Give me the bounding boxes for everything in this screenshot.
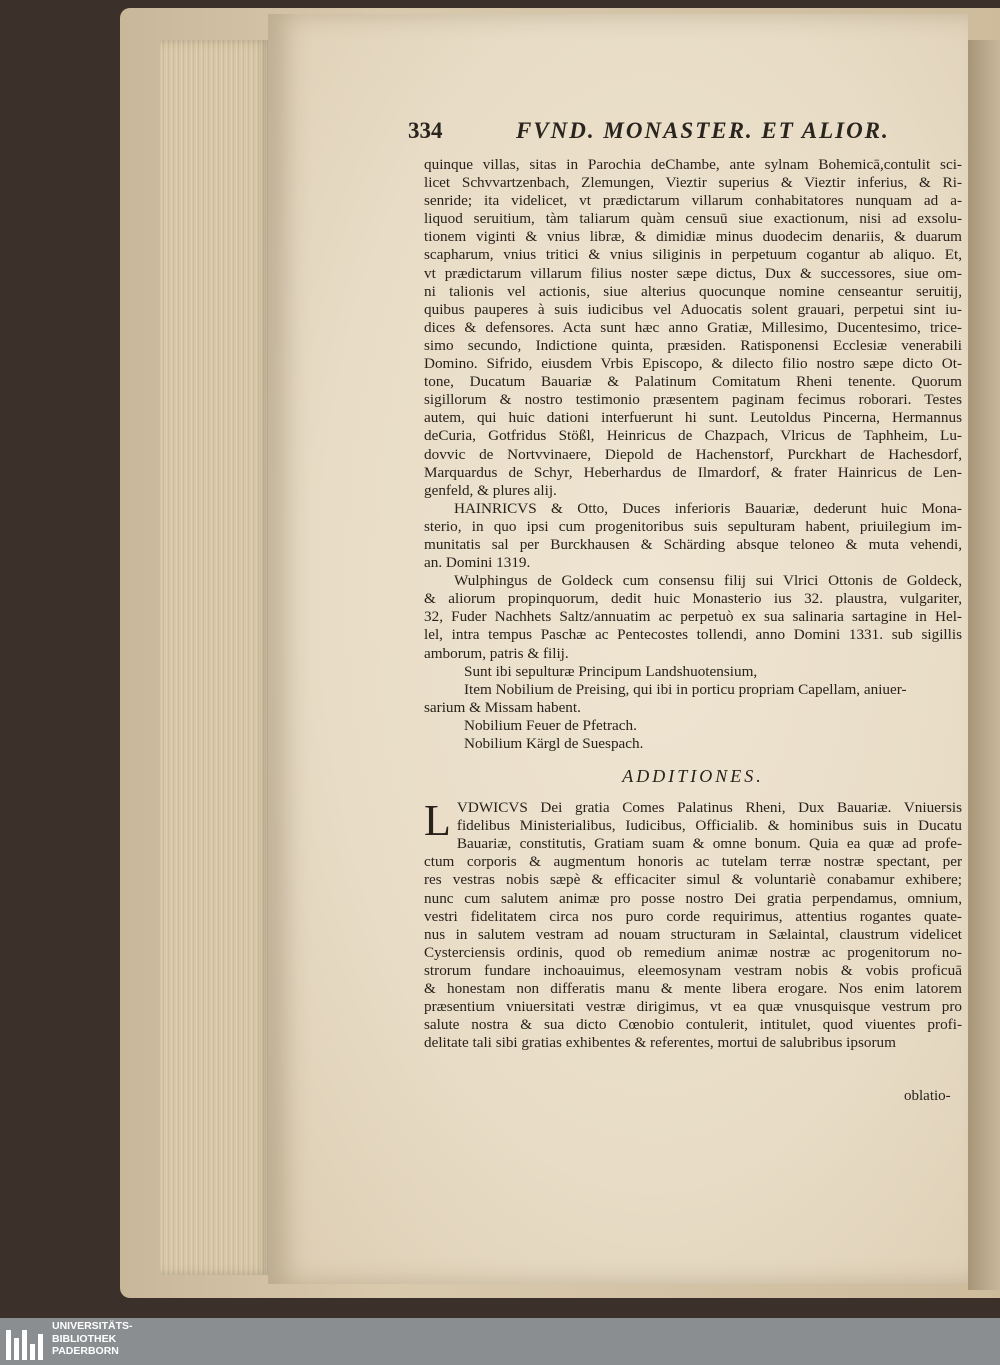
library-name	[52, 1320, 133, 1358]
text-line: & aliorum propinquorum, dedit huic Monasterio ius 32. plaustra, vulgariter,	[424, 590, 962, 608]
page-header	[408, 118, 968, 152]
paragraph-1	[424, 156, 962, 500]
text-line: vt prædictarum villarum filius noster sæpe dictus, Dux & successores, siue om-	[424, 264, 962, 282]
running-title: FVND. MONASTER. ET ALIOR.	[516, 118, 890, 143]
text-line: dovvic de Nortvvinaere, Diepold de Hachenstorf, Purckhart de Hachesdorf,	[424, 445, 962, 463]
text-line: Sunt ibi sepulturæ Principum Landshuotensium,	[464, 662, 758, 680]
text-line: licet Schvvartzenbach, Zlemungen, Vieztir superius & Vieztir inferius, & Ri-	[424, 174, 962, 192]
text-line: ni talionis vel actionis, siue alterius quocunque nomine censeantur seruitij,	[424, 282, 962, 300]
text-line: an. Domini 1319.	[424, 554, 531, 572]
text-line: Nobilium Feuer de Pfetrach.	[464, 716, 637, 734]
text-line: munitatis sal per Burckhausen & Schärding absque teloneo & muta vehendi,	[424, 535, 962, 553]
section-title: ADDITIONES.	[622, 767, 764, 787]
library-name-line-2: BIBLIOTHEK	[52, 1332, 117, 1345]
text-line: quibus pauperes à suis iudicibus vel Aduocatis solent grauari, perpetui sint iu-	[424, 300, 962, 318]
library-logo-icon	[6, 1326, 44, 1360]
drop-cap: L	[424, 796, 451, 846]
text-line: sarium & Missam habent.	[424, 698, 581, 716]
text-line: deCuria, Gotfridus Stößl, Heinricus de Chazpach, Vlricus de Taphheim, Lu-	[424, 427, 962, 445]
page-number: 334	[408, 118, 443, 143]
text-line: 32, Fuder Nachhets Saltz/annuatim ac perpetuò ex sua salinaria sartagine in Hel-	[424, 608, 962, 626]
text-line: senride; ita videlicet, vt prædictarum villarum conhabitatores nunquam ad a-	[424, 192, 962, 210]
library-name-line-1: UNIVERSITÄTS-	[52, 1320, 133, 1332]
text-line: liquod seruitium, tàm taliarum quàm censuū siue exactionum, nisi ad exsolu-	[424, 210, 962, 228]
text-line: strorum fundare inchoauimus, eleemosynam vestram nobis & vobis proficuā	[424, 961, 962, 979]
text-line: genfeld, & plures alij.	[424, 481, 557, 499]
text-line: scapharum, vnius tritici & vnius siliginis in perpetuum cogantur ab aliquo. Et,	[424, 246, 962, 264]
text-line: & honestam non differatis manu & mente libera erogare. Nos enim latorem	[424, 980, 962, 998]
page-edges	[160, 40, 270, 1275]
text-line: VDWICVS Dei gratia Comes Palatinus Rheni, Dux Bauariæ. Vniuersis	[456, 799, 962, 817]
text-line: HAINRICVS & Otto, Duces inferioris Bauariæ, dederunt huic Mona-	[454, 499, 962, 517]
text-line: dices & defensores. Acta sunt hæc anno Gratiæ, Millesimo, Ducentesimo, trice-	[424, 318, 962, 336]
text-line: nus in salutem vestram ad nouam structuram in Sælaintal, claustrum videlicet	[424, 925, 962, 943]
text-line: tone, Ducatum Bauariæ & Palatinum Comitatum Rheni tenente. Quorum	[424, 373, 962, 391]
page-text	[424, 156, 962, 1052]
text-line: autem, qui huic dationi interfuerunt hi sunt. Leutoldus Pincerna, Hermannus	[424, 409, 962, 427]
text-line: Marquardus de Schyr, Heberhardus de Ilmardorf, & frater Hainricus de Len-	[424, 463, 962, 481]
text-line: fidelibus Ministerialibus, Iudicibus, Officialib. & hominibus suis in Ducatu	[456, 817, 962, 835]
paragraph-additions	[424, 796, 962, 1052]
text-line: Domino. Sifrido, eiusdem Vrbis Episcopo, & dilecto filio nostro sæpe dicto Ot-	[424, 355, 962, 373]
text-line: Item Nobilium de Preising, qui ibi in porticu propriam Capellam, aniuer-	[464, 680, 907, 698]
text-line: ctum corporis & augmentum honoris ac tutelam terræ nostræ spectant, per	[424, 853, 962, 871]
text-line: simo secundo, Indictione quinta, præsiden. Ratisponensi Ecclesiæ venerabili	[424, 336, 962, 354]
text-line: tionem viginti & vnius libræ, & dimidiæ minus duodecim denariis, & duarum	[424, 228, 962, 246]
library-name-line-3: PADERBORN	[52, 1345, 119, 1357]
text-line: Wulphingus de Goldeck cum consensu filij sui Vlrici Ottonis de Goldeck,	[454, 572, 962, 590]
text-line: Cysterciensis ordinis, quod ob remedium animæ nostræ ac progenitorum no-	[424, 943, 962, 961]
text-line: lel, intra tempus Paschæ ac Pentecostes tollendi, anno Domini 1331. sub sigillis	[424, 626, 962, 644]
paragraph-hainricus	[424, 500, 962, 572]
catchword: oblatio-	[904, 1088, 951, 1104]
text-line: Nobilium Kärgl de Suespach.	[464, 735, 644, 752]
text-line: delitate tali sibi gratias exhibentes & referentes, mortui de salubribus ipsorum	[424, 1034, 896, 1052]
text-line: res vestras nobis sæpè & efficaciter simul & voluntariè conabamur exhibere;	[424, 871, 962, 889]
text-line: salute nostra & sua dicto Cœnobio contulerit, intitulet, quod viuentes profi-	[424, 1016, 962, 1034]
text-line: sigillorum & nostro testimonio præsentem paginam fecimus roborari. Testes	[424, 391, 962, 409]
paragraph-wulphingus	[424, 572, 962, 662]
text-line: vestri fidelitatem circa nos puro corde requirimus, attentius rogantes quate-	[424, 907, 962, 925]
library-footer	[0, 1318, 1000, 1365]
text-line: sterio, in quo ipsi cum progenitoribus suis sepulturam habent, priuilegium im-	[424, 517, 962, 535]
text-line: amborum, patris & filij.	[424, 644, 569, 662]
text-line: Bauariæ, constitutis, Gratiam suam & omne bonum. Quia ea quæ ad profe-	[456, 835, 962, 853]
paragraph-burials	[424, 663, 962, 753]
text-line: quinque villas, sitas in Parochia deChambe, ante sylnam Bohemicā,contulit sci-	[424, 156, 962, 173]
text-line: præsentium vniuersitati vestræ dirigimus, vt ea quæ vnusquisque vestrum pro	[424, 998, 962, 1016]
facing-page-edge	[968, 40, 1000, 1290]
text-line: nunc cum salutem animæ pro posse nostro Dei gratia perpendamus, omnium,	[424, 889, 962, 907]
